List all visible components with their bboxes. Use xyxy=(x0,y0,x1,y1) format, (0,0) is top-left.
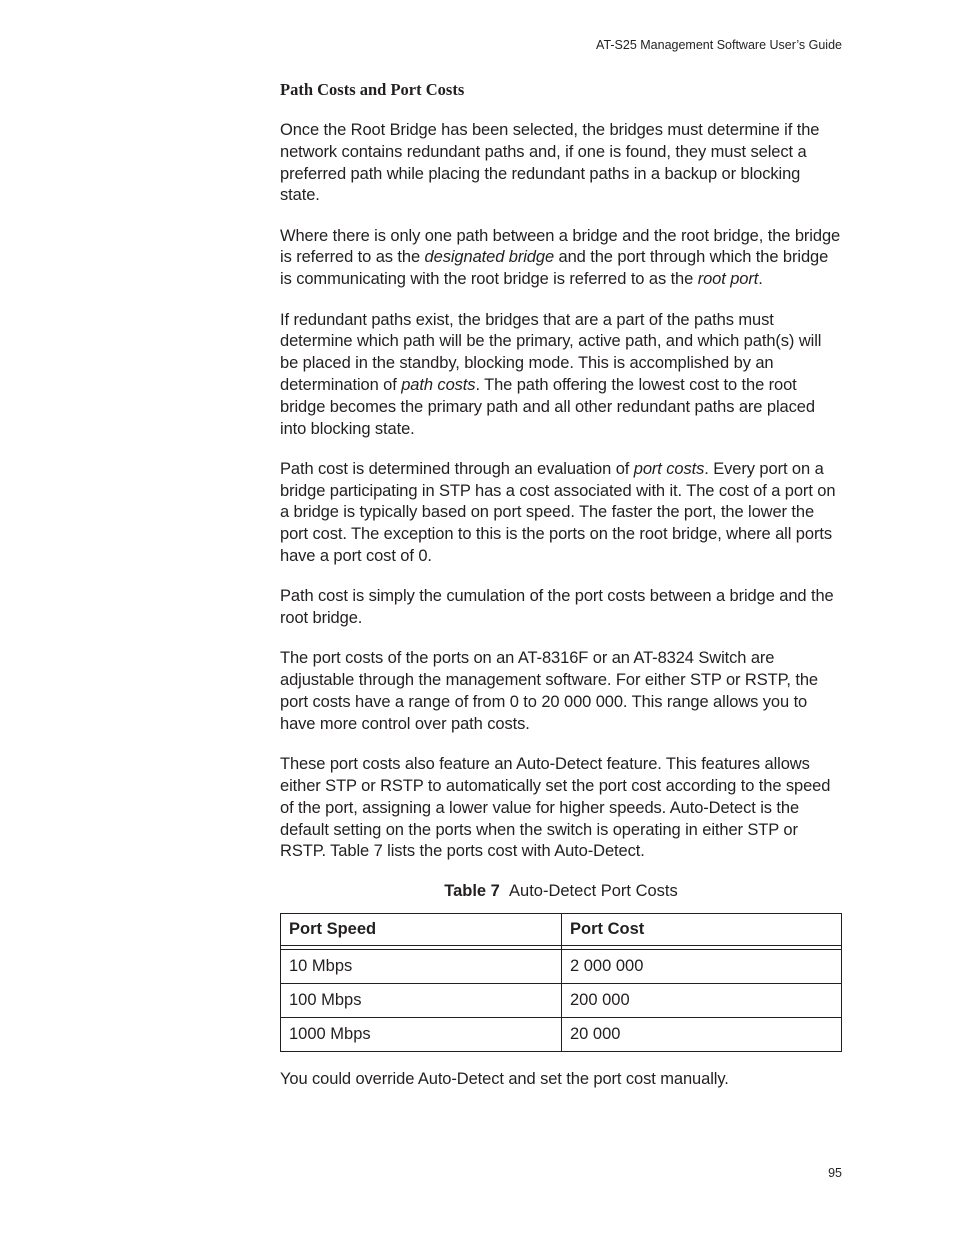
column-header-port-cost: Port Cost xyxy=(562,913,842,945)
table-caption-label: Table 7 xyxy=(444,881,500,900)
cell-port-cost: 20 000 xyxy=(562,1017,842,1051)
paragraph-override: You could override Auto-Detect and set the port cost manually. xyxy=(280,1069,729,1088)
paragraph-redundant-paths: If redundant paths exist, the bridges that are a part of the paths must determine which path will be the primary, active path, and which path(s) will be placed in the standby, blocking mode. This is accomplished by an determination of path costs. The path offering the lowest cost to the root bridge becomes the primary path and all other redundant paths are placed into blocking state. xyxy=(280,310,822,438)
page-number: 95 xyxy=(828,1166,842,1180)
cell-port-speed: 100 Mbps xyxy=(281,983,562,1017)
page-content xyxy=(280,80,842,1109)
paragraph-port-costs: Path cost is determined through an evaluation of port costs. Every port on a bridge participating in STP has a cost associated with it. The cost of a port on a bridge is typically based on port speed. The faster the port, the lower the port cost. The exception to this is the ports on the root bridge, where all ports have a port cost of 0. xyxy=(280,459,836,566)
table-caption-title: Auto-Detect Port Costs xyxy=(509,881,678,900)
column-header-port-speed: Port Speed xyxy=(281,913,562,945)
running-header: AT-S25 Management Software User’s Guide xyxy=(596,38,842,52)
paragraph-path-cost-sum: Path cost is simply the cumulation of the port costs between a bridge and the root bridge. xyxy=(280,587,834,628)
cell-port-cost: 200 000 xyxy=(562,983,842,1017)
paragraph-designated-bridge: Where there is only one path between a bridge and the root bridge, the bridge is referred to as the designated bridge and the port through which the bridge is communicating with the root bridge is referred to as the root port. xyxy=(280,226,841,289)
table-row xyxy=(281,949,842,983)
cell-port-speed: 1000 Mbps xyxy=(281,1017,562,1051)
auto-detect-port-costs-table xyxy=(280,913,842,1052)
cell-port-speed: 10 Mbps xyxy=(281,949,562,983)
term-designated-bridge: designated bridge xyxy=(424,248,555,267)
paragraph-auto-detect: These port costs also feature an Auto-Detect feature. This features allows either STP or RSTP to automatically set the port cost according to the speed of the port, assigning a lower value for higher speeds. Auto-Detect is the default setting on the ports when the switch is operating in either STP or RSTP. Table 7 lists the ports cost with Auto-Detect. xyxy=(280,755,831,861)
term-root-port: root port xyxy=(697,270,759,289)
table-caption xyxy=(280,882,842,901)
table-row xyxy=(281,1017,842,1051)
cell-port-cost: 2 000 000 xyxy=(562,949,842,983)
table-row xyxy=(281,983,842,1017)
table-header-row xyxy=(281,913,842,945)
paragraph-root-bridge: Once the Root Bridge has been selected, the bridges must determine if the network contains redundant paths and, if one is found, they must select a preferred path while placing the redundant paths in a backup or blocking state. xyxy=(280,121,820,205)
term-port-costs: port costs xyxy=(633,459,705,478)
term-path-costs: path costs xyxy=(401,375,476,394)
section-heading: Path Costs and Port Costs xyxy=(280,80,465,99)
paragraph-adjustable-costs: The port costs of the ports on an AT-8316F or an AT-8324 Switch are adjustable through the management software. For either STP or RSTP, the port costs have a range of from 0 to 20 000 000. This range allows you to have more control over path costs. xyxy=(280,649,819,733)
